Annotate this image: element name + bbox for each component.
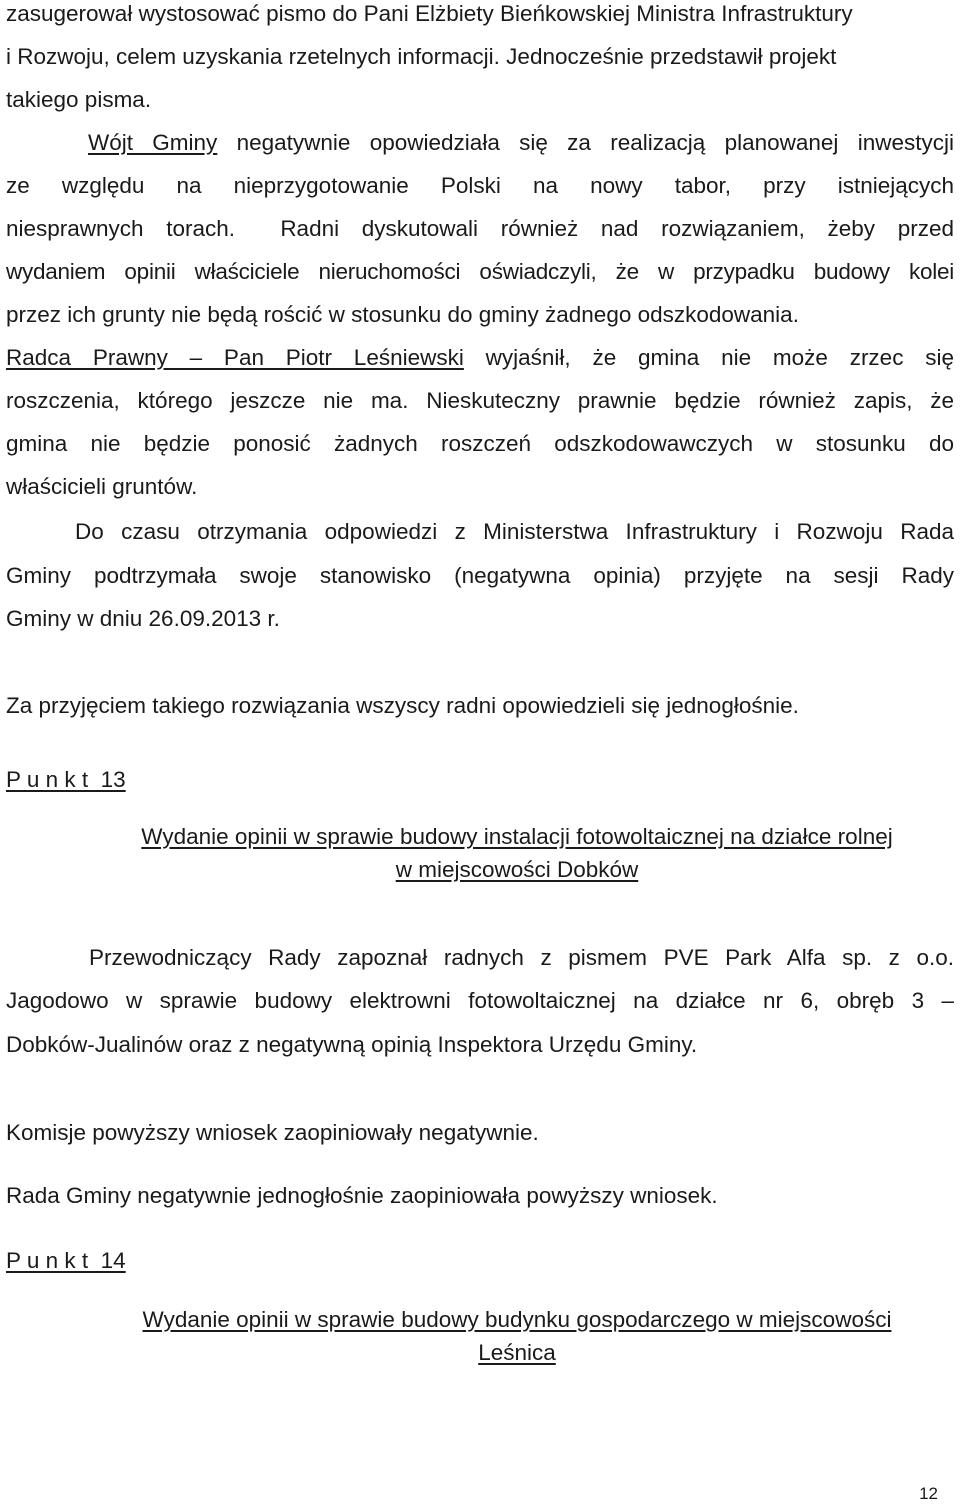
text-line: roszczenia, którego jeszcze nie ma. Nieskuteczny prawnie będzie również zapis, że xyxy=(6,388,954,413)
text-line: przez ich grunty nie będą rościć w stosunku do gminy żadnego odszkodowania. xyxy=(6,302,799,327)
committee-opinion: Komisje powyższy wniosek zaopiniowały negatywnie. xyxy=(6,1120,539,1145)
text-span: wyjaśnił, że gmina nie może zrzec się xyxy=(463,345,954,370)
text-line: ze względu na nieprzygotowanie Polski na nowy tabor, przy istniejących xyxy=(6,173,954,198)
section-title-text: Wydanie opinii w sprawie budowy instalacji fotowoltaicznej na działce rolnej xyxy=(141,824,893,849)
text-line: Gminy podtrzymała swoje stanowisko (negatywna opinia) przyjęte na sesji Rady xyxy=(6,563,954,588)
underlined-term: Wójt Gminy xyxy=(88,130,218,155)
text-line xyxy=(88,121,954,165)
text-line xyxy=(6,336,954,380)
resolution-statement: Za przyjęciem takiego rozwiązania wszyscy radni opowiedzieli się jednogłośnie. xyxy=(6,693,799,718)
text-line: niesprawnych torach. Radni dyskutowali również nad rozwiązaniem, żeby przed xyxy=(6,216,954,241)
section-label-text: P u n k t 14 xyxy=(6,1248,126,1273)
page-number: 12 xyxy=(919,1484,938,1503)
text-line: Jagodowo w sprawie budowy elektrowni fotowoltaicznej na działce nr 6, obręb 3 – xyxy=(6,988,954,1013)
section-label-punkt-13 xyxy=(6,765,126,795)
section-title-text: w miejscowości Dobków xyxy=(395,857,639,882)
section-label-punkt-14 xyxy=(6,1246,126,1276)
section-title-text: Leśnica xyxy=(478,1340,556,1365)
section-title-text: Wydanie opinii w sprawie budowy budynku gospodarczego w miejscowości xyxy=(142,1307,892,1332)
text-line: wydaniem opinii właściciele nieruchomości oświadczyli, że w przypadku budowy kolei xyxy=(6,259,954,284)
text-line: takiego pisma. xyxy=(6,87,152,112)
section-label-text: P u n k t 13 xyxy=(6,767,126,792)
text-span: negatywnie opowiedziała się za realizacją planowanej inwestycji xyxy=(217,130,954,155)
text-line: zasugerował wystosować pismo do Pani Elżbiety Bieńkowskiej Ministra Infrastruktury xyxy=(6,1,853,26)
text-line: Dobków-Jualinów oraz z negatywną opinią Inspektora Urzędu Gminy. xyxy=(6,1032,698,1057)
council-opinion: Rada Gminy negatywnie jednogłośnie zaopiniowała powyższy wniosek. xyxy=(6,1183,718,1208)
section-title-line xyxy=(96,1331,938,1375)
underlined-term: Radca Prawny – Pan Piotr Leśniewski xyxy=(6,345,464,370)
text-line: Do czasu otrzymania odpowiedzi z Ministerstwa Infrastruktury i Rozwoju Rada xyxy=(75,519,954,544)
text-line: i Rozwoju, celem uzyskania rzetelnych informacji. Jednocześnie przedstawił projekt xyxy=(6,44,837,69)
text-line: Przewodniczący Rady zapoznał radnych z pismem PVE Park Alfa sp. z o.o. xyxy=(89,945,954,970)
text-line: właścicieli gruntów. xyxy=(6,474,198,499)
section-title-line xyxy=(96,848,938,892)
text-line: gmina nie będzie ponosić żadnych roszczeń odszkodowawczych w stosunku do xyxy=(6,431,954,456)
text-line: Gminy w dniu 26.09.2013 r. xyxy=(6,606,280,631)
